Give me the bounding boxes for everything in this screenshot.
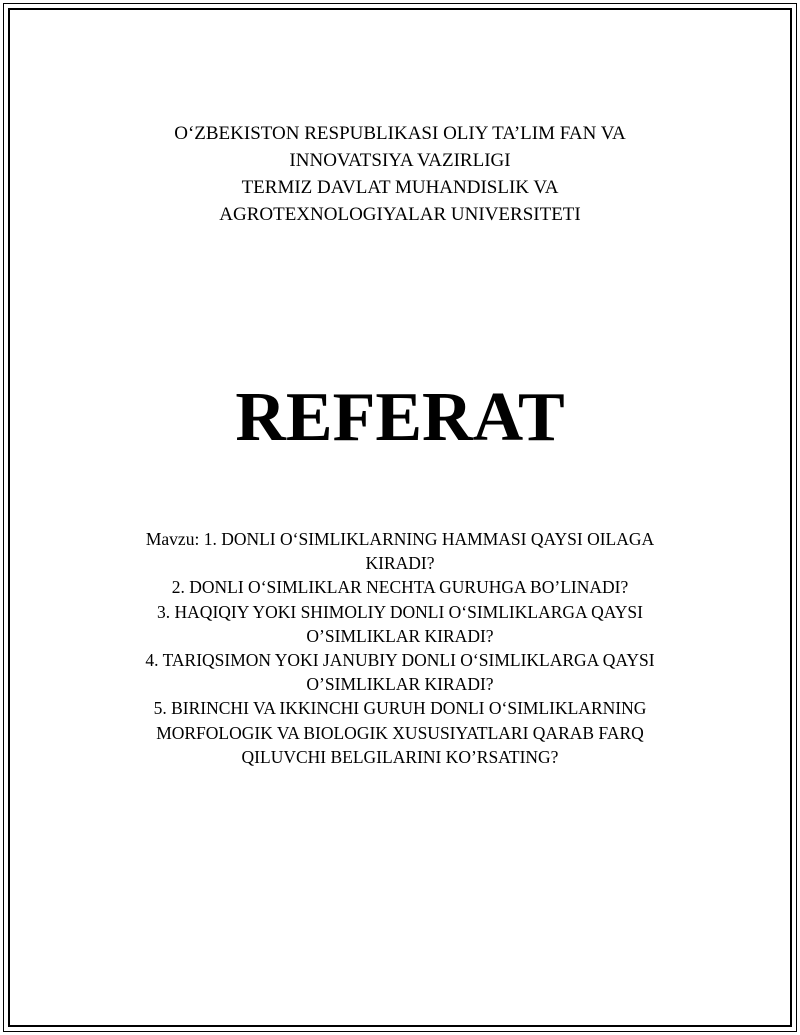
header-line-university-1: TERMIZ DAVLAT MUHANDISLIK VA <box>241 177 559 198</box>
topic-line: QILUVCHI BELGILARINI KO’RSATING? <box>241 746 559 767</box>
topic-line: 5. BIRINCHI VA IKKINCHI GURUH DONLI O‘SIMLIKLARNING <box>153 698 647 719</box>
topic-line: 2. DONLI O‘SIMLIKLAR NECHTA GURUHGA BO’LINADI? <box>171 577 629 598</box>
institution-header <box>0 120 800 228</box>
document-title: REFERAT <box>235 379 565 456</box>
topic-line: 4. TARIQSIMON YOKI JANUBIY DONLI O‘SIMLIKLARGA QAYSI <box>145 650 655 671</box>
topic-line: Mavzu: 1. DONLI O‘SIMLIKLARNING HAMMASI QAYSI OILAGA <box>145 529 655 549</box>
header-line-university-2: AGROTEXNOLOGIYALAR UNIVERSITETI <box>219 204 581 225</box>
header-line-ministry-2: INNOVATSIYA VAZIRLIGI <box>289 150 511 171</box>
topic-line: O’SIMLIKLAR KIRADI? <box>306 674 494 695</box>
header-line-ministry-1: O‘ZBEKISTON RESPUBLIKASI OLIY TA’LIM FAN VA <box>174 123 626 144</box>
topic-block <box>0 527 800 769</box>
topic-line: KIRADI? <box>365 553 435 574</box>
topic-line: O’SIMLIKLAR KIRADI? <box>306 625 494 646</box>
topic-line: 3. HAQIQIY YOKI SHIMOLIY DONLI O‘SIMLIKLARGA QAYSI <box>157 601 643 622</box>
topic-line: MORFOLOGIK VA BIOLOGIK XUSUSIYATLARI QARAB FARQ <box>156 722 644 743</box>
